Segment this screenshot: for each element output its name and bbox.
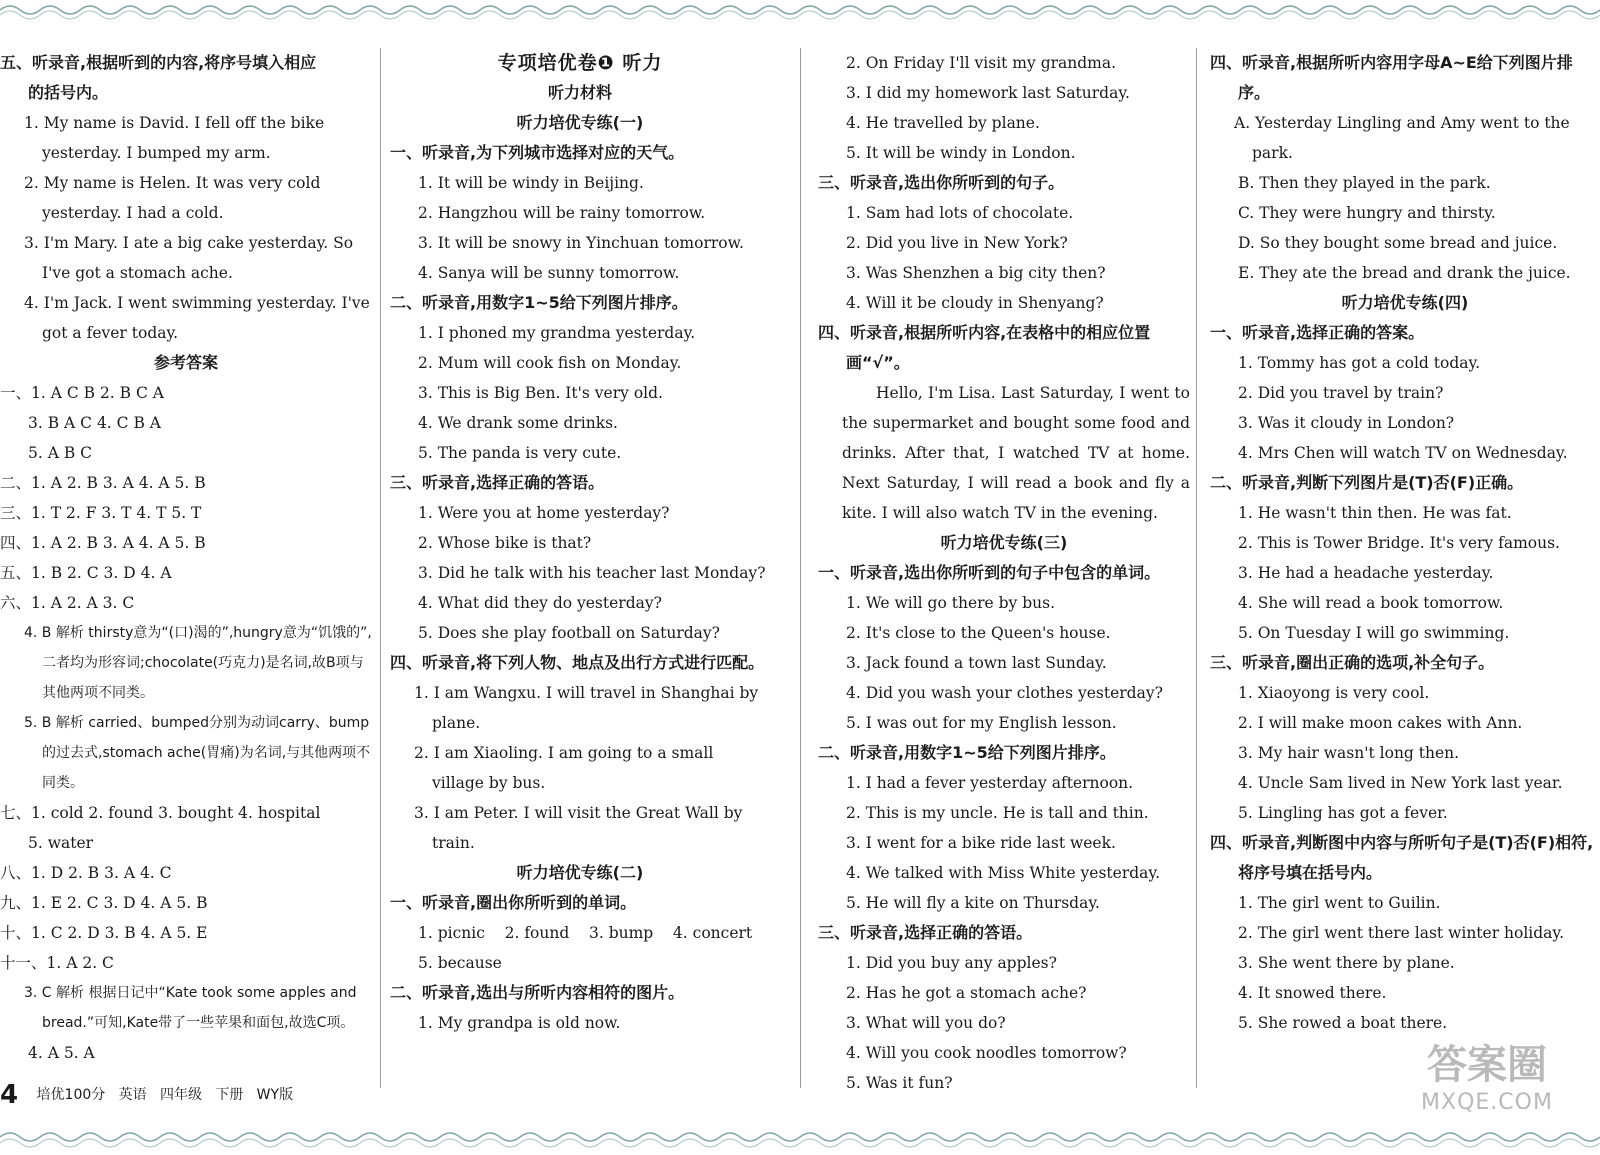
watermark-logo: 答案圈 — [1427, 1042, 1547, 1088]
column-divider — [800, 48, 801, 1088]
section-heading: 四、听录音,将下列人物、地点及出行方式进行匹配。 — [390, 653, 765, 672]
list-item: 4. I'm Jack. I went swimming yesterday. I've got a fever today. — [24, 294, 370, 342]
list-item: 5. It will be windy in London. — [846, 144, 1076, 162]
list-item: 3. This is Big Ben. It's very old. — [418, 384, 663, 402]
list-item: 5. Was it fun? — [846, 1074, 953, 1092]
list-item: 1. I am Wangxu. I will travel in Shanghai by plane. — [414, 684, 759, 732]
list-item: 4. What did they do yesterday? — [418, 594, 662, 612]
list-item: 5. The panda is very cute. — [418, 444, 622, 462]
top-wave-border — [0, 0, 1600, 22]
list-item: 3. I did my homework last Saturday. — [846, 84, 1130, 102]
list-item: 2. Hangzhou will be rainy tomorrow. — [418, 204, 706, 222]
list-item: 1. It will be windy in Beijing. — [418, 174, 644, 192]
list-item: 4. Will it be cloudy in Shenyang? — [846, 294, 1104, 312]
list-item: 2. Whose bike is that? — [418, 534, 592, 552]
section-heading: 四、听录音,判断图中内容与所听句子是(T)否(F)相符,将序号填在括号内。 — [1210, 833, 1594, 882]
list-item: 5. He will fly a kite on Thursday. — [846, 894, 1100, 912]
list-item: 4. Mrs Chen will watch TV on Wednesday. — [1238, 444, 1568, 462]
list-item: 4. Uncle Sam lived in New York last year. — [1238, 774, 1563, 792]
list-item: 2. Did you travel by train? — [1238, 384, 1444, 402]
list-item: 2. Mum will cook fish on Monday. — [418, 354, 682, 372]
list-item: 3. Was it cloudy in London? — [1238, 414, 1455, 432]
list-item: 5. On Tuesday I will go swimming. — [1238, 624, 1510, 642]
answer-line: 二、1. A 2. B 3. A 4. A 5. B — [0, 474, 206, 492]
list-item: 4. We drank some drinks. — [418, 414, 618, 432]
list-item: 2. I will make moon cakes with Ann. — [1238, 714, 1523, 732]
section-heading: 一、听录音,选出你所听到的句子中包含的单词。 — [818, 563, 1161, 582]
drill-title: 听力培优专练(三) — [940, 533, 1068, 552]
list-item: 4. Will you cook noodles tomorrow? — [846, 1044, 1127, 1062]
list-item: 4. She will read a book tomorrow. — [1238, 594, 1504, 612]
column-4 — [1210, 48, 1600, 1038]
drill-title: 听力培优专练(一) — [516, 113, 644, 132]
list-item: B. Then they played in the park. — [1238, 174, 1491, 192]
answer-explanation: 4. B 解析 thirsty意为“(口)渴的”,hungry意为“饥饿的”,二者均为形容词;chocolate(巧克力)是名词,故B项与其他两项不同类。 — [24, 625, 372, 701]
answer-line: 4. A 5. A — [28, 1044, 95, 1062]
column-3 — [818, 48, 1190, 1098]
watermark-url: MXQE.COM — [1421, 1090, 1553, 1115]
list-item: 3. It will be snowy in Yinchuan tomorrow. — [418, 234, 744, 252]
section-heading: 三、听录音,选出你所听到的句子。 — [818, 173, 1065, 192]
list-item: 2. This is my uncle. He is tall and thin. — [846, 804, 1149, 822]
answer-line: 九、1. E 2. C 3. D 4. A 5. B — [0, 894, 208, 912]
list-item: D. So they bought some bread and juice. — [1238, 234, 1558, 252]
list-item: 4. It snowed there. — [1238, 984, 1387, 1002]
list-item: 4. We talked with Miss White yesterday. — [846, 864, 1161, 882]
drill-title: 听力培优专练(二) — [516, 863, 644, 882]
section-heading: 二、听录音,选出与所听内容相符的图片。 — [390, 983, 685, 1002]
list-item: 3. I went for a bike ride last week. — [846, 834, 1116, 852]
answer-line: 七、1. cold 2. found 3. bought 4. hospital — [0, 804, 321, 822]
list-item: 2. The girl went there last winter holiday. — [1238, 924, 1565, 942]
column-divider — [380, 48, 381, 1088]
list-item: 1. I had a fever yesterday afternoon. — [846, 774, 1134, 792]
section-heading: 三、听录音,选择正确的答语。 — [818, 923, 1033, 942]
bottom-wave-border — [0, 1115, 1600, 1155]
list-item: 3. He had a headache yesterday. — [1238, 564, 1494, 582]
section-heading: 一、听录音,选择正确的答案。 — [1210, 323, 1425, 342]
list-item: 3. I'm Mary. I ate a big cake yesterday. So I've got a stomach ache. — [24, 234, 354, 282]
list-item: 1. My grandpa is old now. — [418, 1014, 621, 1032]
section-heading: 一、听录音,为下列城市选择对应的天气。 — [390, 143, 685, 162]
section-heading-cont: 的括号内。 — [28, 83, 109, 102]
page-number: 4 — [0, 1080, 19, 1110]
page-title: 专项培优卷❶ 听力 — [497, 52, 663, 74]
list-item: 1. Sam had lots of chocolate. — [846, 204, 1074, 222]
list-item: 1. Were you at home yesterday? — [418, 504, 670, 522]
list-item: 3. Was Shenzhen a big city then? — [846, 264, 1106, 282]
answer-line: 一、1. A C B 2. B C A — [0, 384, 164, 402]
list-item: 1. My name is David. I fell off the bike yesterday. I bumped my arm. — [24, 114, 325, 162]
list-item: 4. He travelled by plane. — [846, 114, 1040, 132]
list-item: 3. What will you do? — [846, 1014, 1006, 1032]
column-1 — [0, 48, 372, 1068]
book-info: 培优100分 英语 四年级 下册 WY版 — [36, 1087, 294, 1103]
list-item: 3. My hair wasn't long then. — [1238, 744, 1460, 762]
answer-explanation: 5. B 解析 carried、bumped分别为动词carry、bump的过去式,stomach ache(胃痛)为名词,与其他两项不同类。 — [24, 715, 371, 791]
answer-explanation: 3. C 解析 根据日记中“Kate took some apples and bread.”可知,Kate带了一些苹果和面包,故选C项。 — [24, 985, 357, 1031]
listening-passage: Hello, I'm Lisa. Last Saturday, I went to the supermarket and bought some food and drinks. After that, I watched TV at home. Next Saturday, I will read a book and fly a kite. I will also watch TV in the evening. — [842, 384, 1190, 522]
answer-line: 四、1. A 2. B 3. A 4. A 5. B — [0, 534, 206, 552]
section-heading: 二、听录音,用数字1~5给下列图片排序。 — [390, 293, 688, 312]
list-item: 2. My name is Helen. It was very cold yesterday. I had a cold. — [24, 174, 321, 222]
page-footer — [0, 1080, 293, 1110]
section-heading: 二、听录音,用数字1~5给下列图片排序。 — [818, 743, 1116, 762]
list-item: 3. Jack found a town last Sunday. — [846, 654, 1107, 672]
list-item: 5. Does she play football on Saturday? — [418, 624, 720, 642]
list-item: 3. Did he talk with his teacher last Monday? — [418, 564, 766, 582]
answer-line: 3. B A C 4. C B A — [28, 414, 161, 432]
answers-title: 参考答案 — [153, 353, 218, 372]
drill-title: 听力培优专练(四) — [1341, 293, 1469, 312]
list-item: E. They ate the bread and drank the juice. — [1238, 264, 1571, 282]
list-item: 3. She went there by plane. — [1238, 954, 1455, 972]
list-item: 2. This is Tower Bridge. It's very famous. — [1238, 534, 1560, 552]
list-item: 1. I phoned my grandma yesterday. — [418, 324, 696, 342]
list-item: 1. Xiaoyong is very cool. — [1238, 684, 1430, 702]
list-item: 4. Sanya will be sunny tomorrow. — [418, 264, 680, 282]
column-2 — [390, 48, 770, 1038]
list-item: 2. I am Xiaoling. I am going to a small village by bus. — [414, 744, 714, 792]
answer-line: 十一、1. A 2. C — [0, 954, 114, 972]
list-item: 2. Has he got a stomach ache? — [846, 984, 1087, 1002]
word-list: 5. because — [418, 954, 502, 972]
answer-line: 十、1. C 2. D 3. B 4. A 5. E — [0, 924, 208, 942]
list-item: 1. He wasn't thin then. He was fat. — [1238, 504, 1512, 522]
answer-line: 八、1. D 2. B 3. A 4. C — [0, 864, 172, 882]
answer-line: 五、1. B 2. C 3. D 4. A — [0, 564, 172, 582]
section-heading: 四、听录音,根据所听内容用字母A~E给下列图片排序。 — [1210, 53, 1573, 102]
list-item: 2. Did you live in New York? — [846, 234, 1068, 252]
list-item: 5. I was out for my English lesson. — [846, 714, 1117, 732]
section-heading: 四、听录音,根据所听内容,在表格中的相应位置画“√”。 — [818, 323, 1151, 372]
answer-line: 三、1. T 2. F 3. T 4. T 5. T — [0, 504, 202, 522]
list-item: C. They were hungry and thirsty. — [1238, 204, 1496, 222]
section-heading: 三、听录音,选择正确的答语。 — [390, 473, 605, 492]
list-item: 1. We will go there by bus. — [846, 594, 1056, 612]
list-item: 2. It's close to the Queen's house. — [846, 624, 1111, 642]
list-item: 3. I am Peter. I will visit the Great Wall by train. — [414, 804, 743, 852]
word-list: 1. picnic 2. found 3. bump 4. concert — [418, 924, 753, 942]
section-heading: 二、听录音,判断下列图片是(T)否(F)正确。 — [1210, 473, 1524, 492]
answer-line: 5. water — [28, 834, 94, 852]
section-heading: 五、听录音,根据听到的内容,将序号填入相应 — [0, 53, 317, 72]
list-item: 1. The girl went to Guilin. — [1238, 894, 1441, 912]
subtitle: 听力材料 — [547, 83, 612, 102]
list-item: 5. She rowed a boat there. — [1238, 1014, 1448, 1032]
section-heading: 三、听录音,圈出正确的选项,补全句子。 — [1210, 653, 1495, 672]
list-item: 1. Did you buy any apples? — [846, 954, 1057, 972]
list-item: A. Yesterday Lingling and Amy went to the park. — [1234, 114, 1570, 162]
section-heading: 一、听录音,圈出你所听到的单词。 — [390, 893, 637, 912]
answer-line: 六、1. A 2. A 3. C — [0, 594, 135, 612]
list-item: 4. Did you wash your clothes yesterday? — [846, 684, 1163, 702]
list-item: 2. On Friday I'll visit my grandma. — [846, 54, 1117, 72]
list-item: 5. Lingling has got a fever. — [1238, 804, 1448, 822]
list-item: 1. Tommy has got a cold today. — [1238, 354, 1481, 372]
column-divider — [1196, 48, 1197, 1088]
answer-line: 5. A B C — [28, 444, 93, 462]
